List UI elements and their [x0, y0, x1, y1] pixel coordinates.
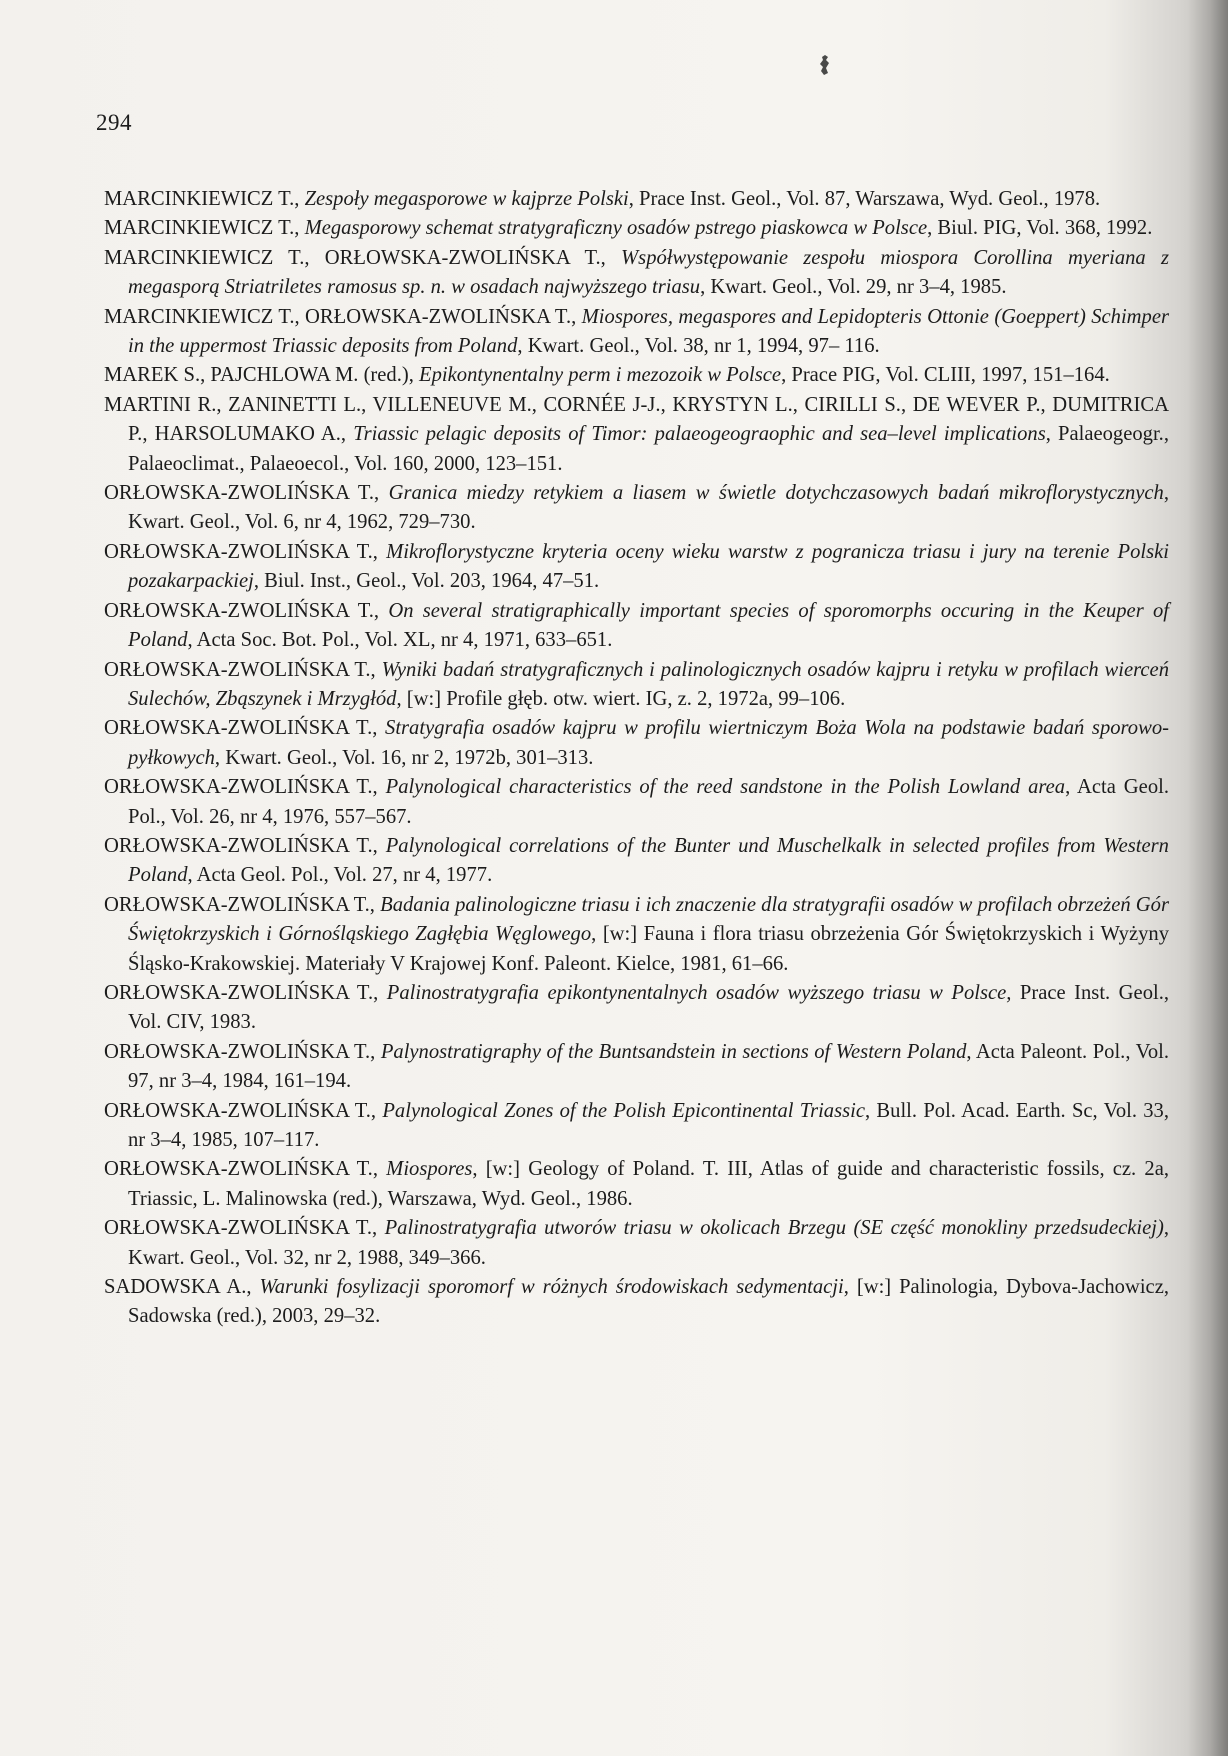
reference-entry	[104, 538, 1169, 597]
reference-source: , Prace Inst. Geol., Vol. 87, Warszawa, Wyd. Geol., 1978.	[628, 188, 1101, 210]
reference-title: Stratygrafia osadów kajpru w profilu wiertniczym Boża Wola na podstawie badań sporowo-pyłkowych	[128, 717, 1169, 769]
reference-authors: ORŁOWSKA-ZWOLIŃSKA T.,	[104, 834, 386, 857]
reference-title: Epikontynentalny perm i mezozoik w Polsce	[419, 364, 782, 387]
reference-entry	[104, 597, 1169, 656]
reference-title: Badania palinologiczne triasu i ich znaczenie dla stratygrafii osadów w profilach obrzeżeń Gór Świętokrzyskich i Górnośląskiego Zagłębia Węglowego	[128, 893, 1169, 946]
reference-title: Współwystępowanie zespołu miospora Corollina myeriana z megasporą Striatriletes ramosus sp. n. w osadach najwyższego triasu	[128, 246, 1169, 299]
reference-source: , Kwart. Geol., Vol. 38, nr 1, 1994, 97– 116.	[517, 335, 880, 358]
reference-authors: ORŁOWSKA-ZWOLIŃSKA T.,	[104, 482, 389, 505]
reference-title: Zespoły megasporowe w kajprze Polski	[304, 188, 629, 210]
reference-authors: ORŁOWSKA-ZWOLIŃSKA T.,	[104, 1099, 383, 1122]
reference-authors: MARCINKIEWICZ T.,	[104, 188, 305, 210]
reference-source: , Acta Paleont. Pol., Vol. 97, nr 3–4, 1984, 161–194.	[128, 1040, 1169, 1093]
reference-entry	[104, 185, 1169, 214]
reference-entry	[104, 979, 1169, 1038]
reference-entry	[104, 303, 1169, 362]
reference-source: , Biul. Inst., Geol., Vol. 203, 1964, 47–51.	[253, 570, 600, 593]
reference-authors: ORŁOWSKA-ZWOLIŃSKA T.,	[104, 1158, 387, 1181]
reference-title: Warunki fosylizacji sporomorf w różnych środowiskach sedymentacji	[259, 1276, 844, 1299]
reference-authors: MARCINKIEWICZ T., ORŁOWSKA-ZWOLIŃSKA T.,	[104, 305, 582, 328]
reference-authors: ORŁOWSKA-ZWOLIŃSKA T.,	[104, 893, 381, 916]
reference-source: , Kwart. Geol., Vol. 16, nr 2, 1972b, 301–313.	[214, 746, 594, 769]
reference-title: Palynological correlations of the Bunter und Muschelkalk in selected profiles from Western Poland	[128, 834, 1169, 887]
reference-source: , Palaeogeogr., Palaeoclimat., Palaeoecol., Vol. 160, 2000, 123–151.	[128, 423, 1169, 475]
reference-authors: SADOWSKA A.,	[104, 1276, 260, 1299]
reference-authors: MARCINKIEWICZ T., ORŁOWSKA-ZWOLIŃSKA T.,	[104, 246, 622, 269]
reference-entry	[104, 1155, 1169, 1214]
reference-title: Mikroflorystyczne kryteria oceny wieku warstw z pogranicza triasu i jury na terenie Polski pozakarpackiej	[128, 540, 1170, 593]
reference-entry	[104, 832, 1169, 891]
reference-entry	[104, 891, 1169, 979]
reference-authors: ORŁOWSKA-ZWOLIŃSKA T.,	[104, 981, 387, 1004]
reference-entry	[104, 214, 1169, 243]
reference-authors: MARCINKIEWICZ T.,	[104, 217, 305, 240]
reference-entry	[104, 479, 1169, 538]
reference-list	[104, 185, 1169, 1332]
reference-title: Palinostratygrafia epikontynentalnych osadów wyższego triasu w Polsce,	[386, 981, 1012, 1004]
reference-source: , Kwart. Geol., Vol. 6, nr 4, 1962, 729–730.	[128, 482, 1169, 534]
reference-authors: ORŁOWSKA-ZWOLIŃSKA T.,	[104, 658, 382, 681]
reference-title: On several stratigraphically important species of sporomorphs occuring in the Keuper of Poland	[128, 599, 1169, 652]
spine-shadow	[1188, 0, 1228, 1756]
reference-source: , [w:] Geology of Poland. T. III, Atlas of guide and characteristic fossils, cz. 2a, Triassic, L. Malinowska (red.), Warszawa, Wyd. Geol., 1986.	[128, 1158, 1169, 1210]
reference-title: Triassic pelagic deposits of Timor: palaeogeograophic and sea–level implications	[353, 423, 1046, 446]
page-number: 294	[96, 110, 132, 135]
reference-title: Palinostratygrafia utworów triasu w okolicach Brzegu (SE część monokliny przedsudeckiej)	[384, 1217, 1164, 1240]
reference-title: Megasporowy schemat stratygraficzny osadów pstrego piaskowca w Polsce	[304, 217, 928, 240]
reference-source: , Kwart. Geol., Vol. 32, nr 2, 1988, 349–366.	[128, 1217, 1169, 1269]
reference-authors: ORŁOWSKA-ZWOLIŃSKA T.,	[104, 717, 386, 740]
reference-entry	[104, 773, 1169, 832]
reference-authors: ORŁOWSKA-ZWOLIŃSKA T.,	[104, 599, 389, 622]
reference-title: Miospores	[386, 1158, 473, 1181]
reference-source: , [w:] Profile głęb. otw. wiert. IG, z. 2, 1972a, 99–106.	[396, 687, 846, 710]
reference-source: , Biul. PIG, Vol. 368, 1992.	[927, 217, 1153, 240]
reference-title: Palynological Zones of the Polish Epicontinental Triassic	[382, 1099, 865, 1122]
reference-title: Miospores, megaspores and Lepidopteris Ottonie (Goeppert) Schimper in the uppermost Triassic deposits from Poland	[128, 305, 1169, 358]
reference-entry	[104, 361, 1169, 390]
reference-source: , Acta Geol. Pol., Vol. 26, nr 4, 1976, 557–567.	[128, 776, 1169, 828]
reference-authors: ORŁOWSKA-ZWOLIŃSKA T.,	[104, 1217, 385, 1240]
reference-source: , Acta Geol. Pol., Vol. 27, nr 4, 1977.	[187, 864, 493, 887]
reference-authors: ORŁOWSKA-ZWOLIŃSKA T.,	[104, 776, 386, 799]
reference-source: , Acta Soc. Bot. Pol., Vol. XL, nr 4, 1971, 633–651.	[187, 629, 613, 652]
reference-entry	[104, 244, 1169, 303]
reference-entry	[104, 714, 1169, 773]
reference-title: Palynostratigraphy of the Buntsandstein in sections of Western Poland	[380, 1040, 967, 1063]
ink-mark-icon	[817, 54, 831, 76]
reference-source: , Prace PIG, Vol. CLIII, 1997, 151–164.	[781, 364, 1110, 387]
reference-title: Wyniki badań stratygraficznych i palinologicznych osadów kajpru i retyku w profilach wierceń Sulechów, Zbąszynek i Mrzygłód	[128, 658, 1169, 710]
reference-entry	[104, 1097, 1169, 1156]
reference-authors: MARTINI R., ZANINETTI L., VILLENEUVE M., CORNÉE J-J., KRYSTYN L., CIRILLI S., DE WEVER P., DUMITRICA P., HARSOLUMAKO A.,	[104, 393, 1169, 446]
reference-authors: ORŁOWSKA-ZWOLIŃSKA T.,	[104, 540, 387, 563]
reference-entry	[104, 1038, 1169, 1097]
reference-source: Prace Inst. Geol., Vol. CIV, 1983.	[128, 981, 1170, 1034]
reference-authors: ORŁOWSKA-ZWOLIŃSKA T.,	[104, 1040, 381, 1063]
reference-title: Palynological characteristics of the reed sandstone in the Polish Lowland area	[385, 776, 1066, 799]
reference-entry	[104, 1214, 1169, 1273]
reference-entry	[104, 391, 1169, 479]
reference-entry	[104, 656, 1169, 715]
reference-source: , [w:] Palinologia, Dybova-Jachowicz, Sadowska (red.), 2003, 29–32.	[128, 1276, 1169, 1328]
reference-source: , [w:] Fauna i flora triasu obrzeżenia Gór Świętokrzyskich i Wyżyny Śląsko-Krakowskiej. Materiały V Krajowej Konf. Paleont. Kielce, 1981, 61–66.	[128, 923, 1170, 975]
reference-source: , Bull. Pol. Acad. Earth. Sc, Vol. 33, nr 3–4, 1985, 107–117.	[128, 1099, 1169, 1151]
reference-source: , Kwart. Geol., Vol. 29, nr 3–4, 1985.	[700, 276, 1007, 299]
reference-title: Granica miedzy retykiem a liasem w świetle dotychczasowych badań mikroflorystycznych	[388, 482, 1164, 505]
reference-authors: MAREK S., PAJCHLOWA M. (red.),	[104, 364, 420, 387]
reference-entry	[104, 1273, 1169, 1332]
